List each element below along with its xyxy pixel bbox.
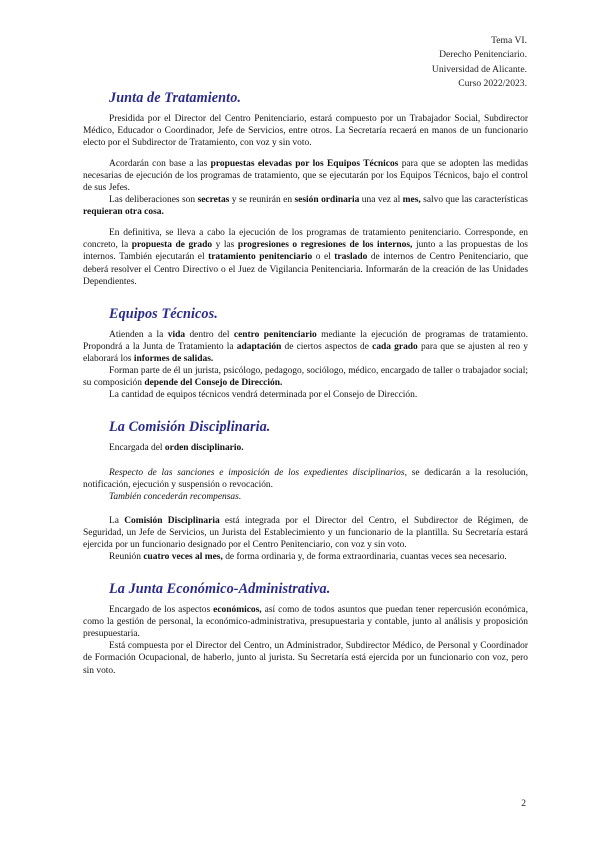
paragraph: Acordarán con base a las propuestas elevadas por los Equipos Técnicos para que se adopten las medidas necesarias de ejecución de los programas de tratamiento, que se ejecutarán por los Equipos Técnicos, bajo el control de sus Jefes.: [83, 159, 528, 194]
section-junta-tratamiento: [83, 90, 528, 288]
section-equipos-tecnicos: [83, 306, 528, 401]
section-title: La Junta Económico-Administrativa.: [109, 581, 331, 598]
paragraph: También concederán recompensas.: [109, 492, 242, 503]
section-junta-economica: [83, 581, 528, 676]
header-topic: Tema VI.: [491, 35, 527, 46]
paragraph: Encargada del orden disciplinario.: [109, 442, 244, 453]
paragraph: Presidida por el Director del Centro Penitenciario, estará compuesto por un Trabajador Social, Subdirector Médico, Educador o Coordinador, Jefe de Servicios, entre otros. La Secretaría recaerá en manos de un funcionario electo por el Subdirector de Tratamiento, con voz y sin voto.: [83, 114, 528, 149]
section-title: Equipos Técnicos.: [109, 305, 218, 322]
document-header: [432, 34, 527, 91]
paragraph: La cantidad de equipos técnicos vendrá determinada por el Consejo de Dirección.: [109, 389, 418, 400]
section-title: Junta de Tratamiento.: [109, 90, 242, 106]
section-comision-disciplinaria: [83, 419, 528, 563]
header-university: Universidad de Alicante.: [431, 63, 527, 75]
paragraph: Reunión cuatro veces al mes, de forma ordinaria y, de forma extraordinaria, cuantas veces sea necesario.: [109, 552, 507, 563]
paragraph: Está compuesta por el Director del Centro, un Administrador, Subdirector Médico, de Personal y Coordinador de Formación Ocupacional, de haberlo, junto al jurista. Su Secretaría está ejercida por un funcionario con voz, pero sin voto.: [83, 641, 528, 676]
paragraph: La Comisión Disciplinaria está integrada por el Director del Centro, el Subdirector de Régimen, de Seguridad, un Jefe de Servicios, un Jurista del Establecimiento y un funcionario de la plantilla. Su Secretaría estará ejercida por un funcionario designado por el Centro Penitenciario, con voz y sin voto.: [83, 516, 528, 551]
paragraph: Atienden a la vida dentro del centro penitenciario mediante la ejecución de programas de tratamiento. Propondrá a la Junta de Tratamiento la adaptación de ciertos aspectos de cada grado para que se ajusten al reo y elaborará los informes de salidas.: [83, 329, 529, 364]
paragraph: Forman parte de él un jurista, psicólogo, pedagogo, sociólogo, médico, encargado de taller o trabajador social; su composición depende del Consejo de Dirección.: [83, 365, 528, 388]
page-number: 2: [521, 799, 526, 809]
section-title: La Comisión Disciplinaria.: [109, 418, 271, 435]
paragraph: En definitiva, se lleva a cabo la ejecución de los programas de tratamiento penitenciario. Corresponde, en concreto, la propuesta de grado y las progresiones o regresiones de los internos, junto a las propuestas de los internos. También ejecutarán el tratamiento penitenciario o el traslado de internos de Centro Penitenciario, que deberá resolver el Centro Directivo o el Juez de Vigilancia Penitenciaria. Informarán de la creación de las Unidades Dependientes.: [83, 228, 529, 287]
paragraph: Las deliberaciones son secretas y se reunirán en sesión ordinaria una vez al mes, salvo que las características requieran otra cosa.: [83, 195, 528, 218]
paragraph: Encargado de los aspectos económicos, así como de todos asuntos que puedan tener repercusión económica, como la gestión de personal, la económico-administrativa, presupuestaria y contable, junto al análisis y proposición presupuestaria.: [83, 605, 528, 640]
paragraph: Respecto de las sanciones e imposición de los expedientes disciplinarios, se dedicarán a la resolución, notificación, ejecución y suspensión o revocación.: [83, 467, 528, 490]
document-body: [83, 90, 528, 695]
header-subject: Derecho Penitenciario.: [439, 49, 527, 61]
header-course: Curso 2022/2023.: [458, 77, 527, 89]
